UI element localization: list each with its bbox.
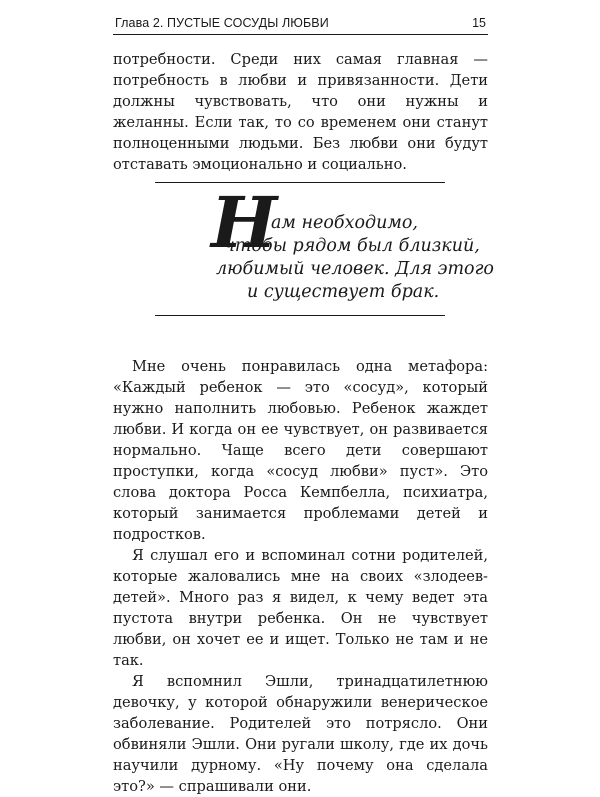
pull-quote [155,181,494,316]
body-paragraph: Я вспомнил Эшли, тринадцатилетнюю девочку, у которой обнаружили венерическое заболевание. Родителей это потрясло. Они обвиняли Эшли. Они ругали школу, где их дочь научили дурному. «Ну почему она сделала это?» — спрашивали они. [113,673,488,795]
pull-quote-line: чтобы рядом был близкий, [224,236,480,256]
body-paragraph: Мне очень понравилась одна метафора: «Каждый ребенок — это «сосуд», который нужно наполнить любовью. Ребенок жаждет любви. И когда он ее чувствует, он развивается нормально. Чаще всего дети совершают проступки, когда «сосуд любви» пуст». Это слова доктора Росса Кемпбелла, психиатра, который занимается проблемами детей и подростков. [113,358,488,543]
chapter-title: Глава 2. ПУСТЫЕ СОСУДЫ ЛЮБВИ [115,16,329,30]
body-paragraph: Я слушал его и вспоминал сотни родителей, которые жаловались мне на своих «злодеев-детей». Много раз я видел, к чему ведет эта пустота внутри ребенка. Он не чувствует любви, он хочет ее и ищет. Только не там и не так. [113,547,488,669]
pull-quote-drop-cap: Н [211,181,278,264]
main-text-block [113,356,488,797]
page-number: 15 [472,16,486,30]
pull-quote-line: любимый человек. Для этого [216,259,494,279]
intro-paragraph: потребности. Среди них самая главная — потребность в любви и привязанности. Дети должны чувствовать, что они нужны и желанны. Если так, то со временем они станут полноценными людьми. Без любви они будут отставать эмоционально и социально. [113,51,488,173]
pull-quote-line: ам необходимо, [271,213,418,233]
pull-quote-line: и существует брак. [247,282,440,302]
intro-text-block [113,49,488,175]
running-header [113,12,488,35]
